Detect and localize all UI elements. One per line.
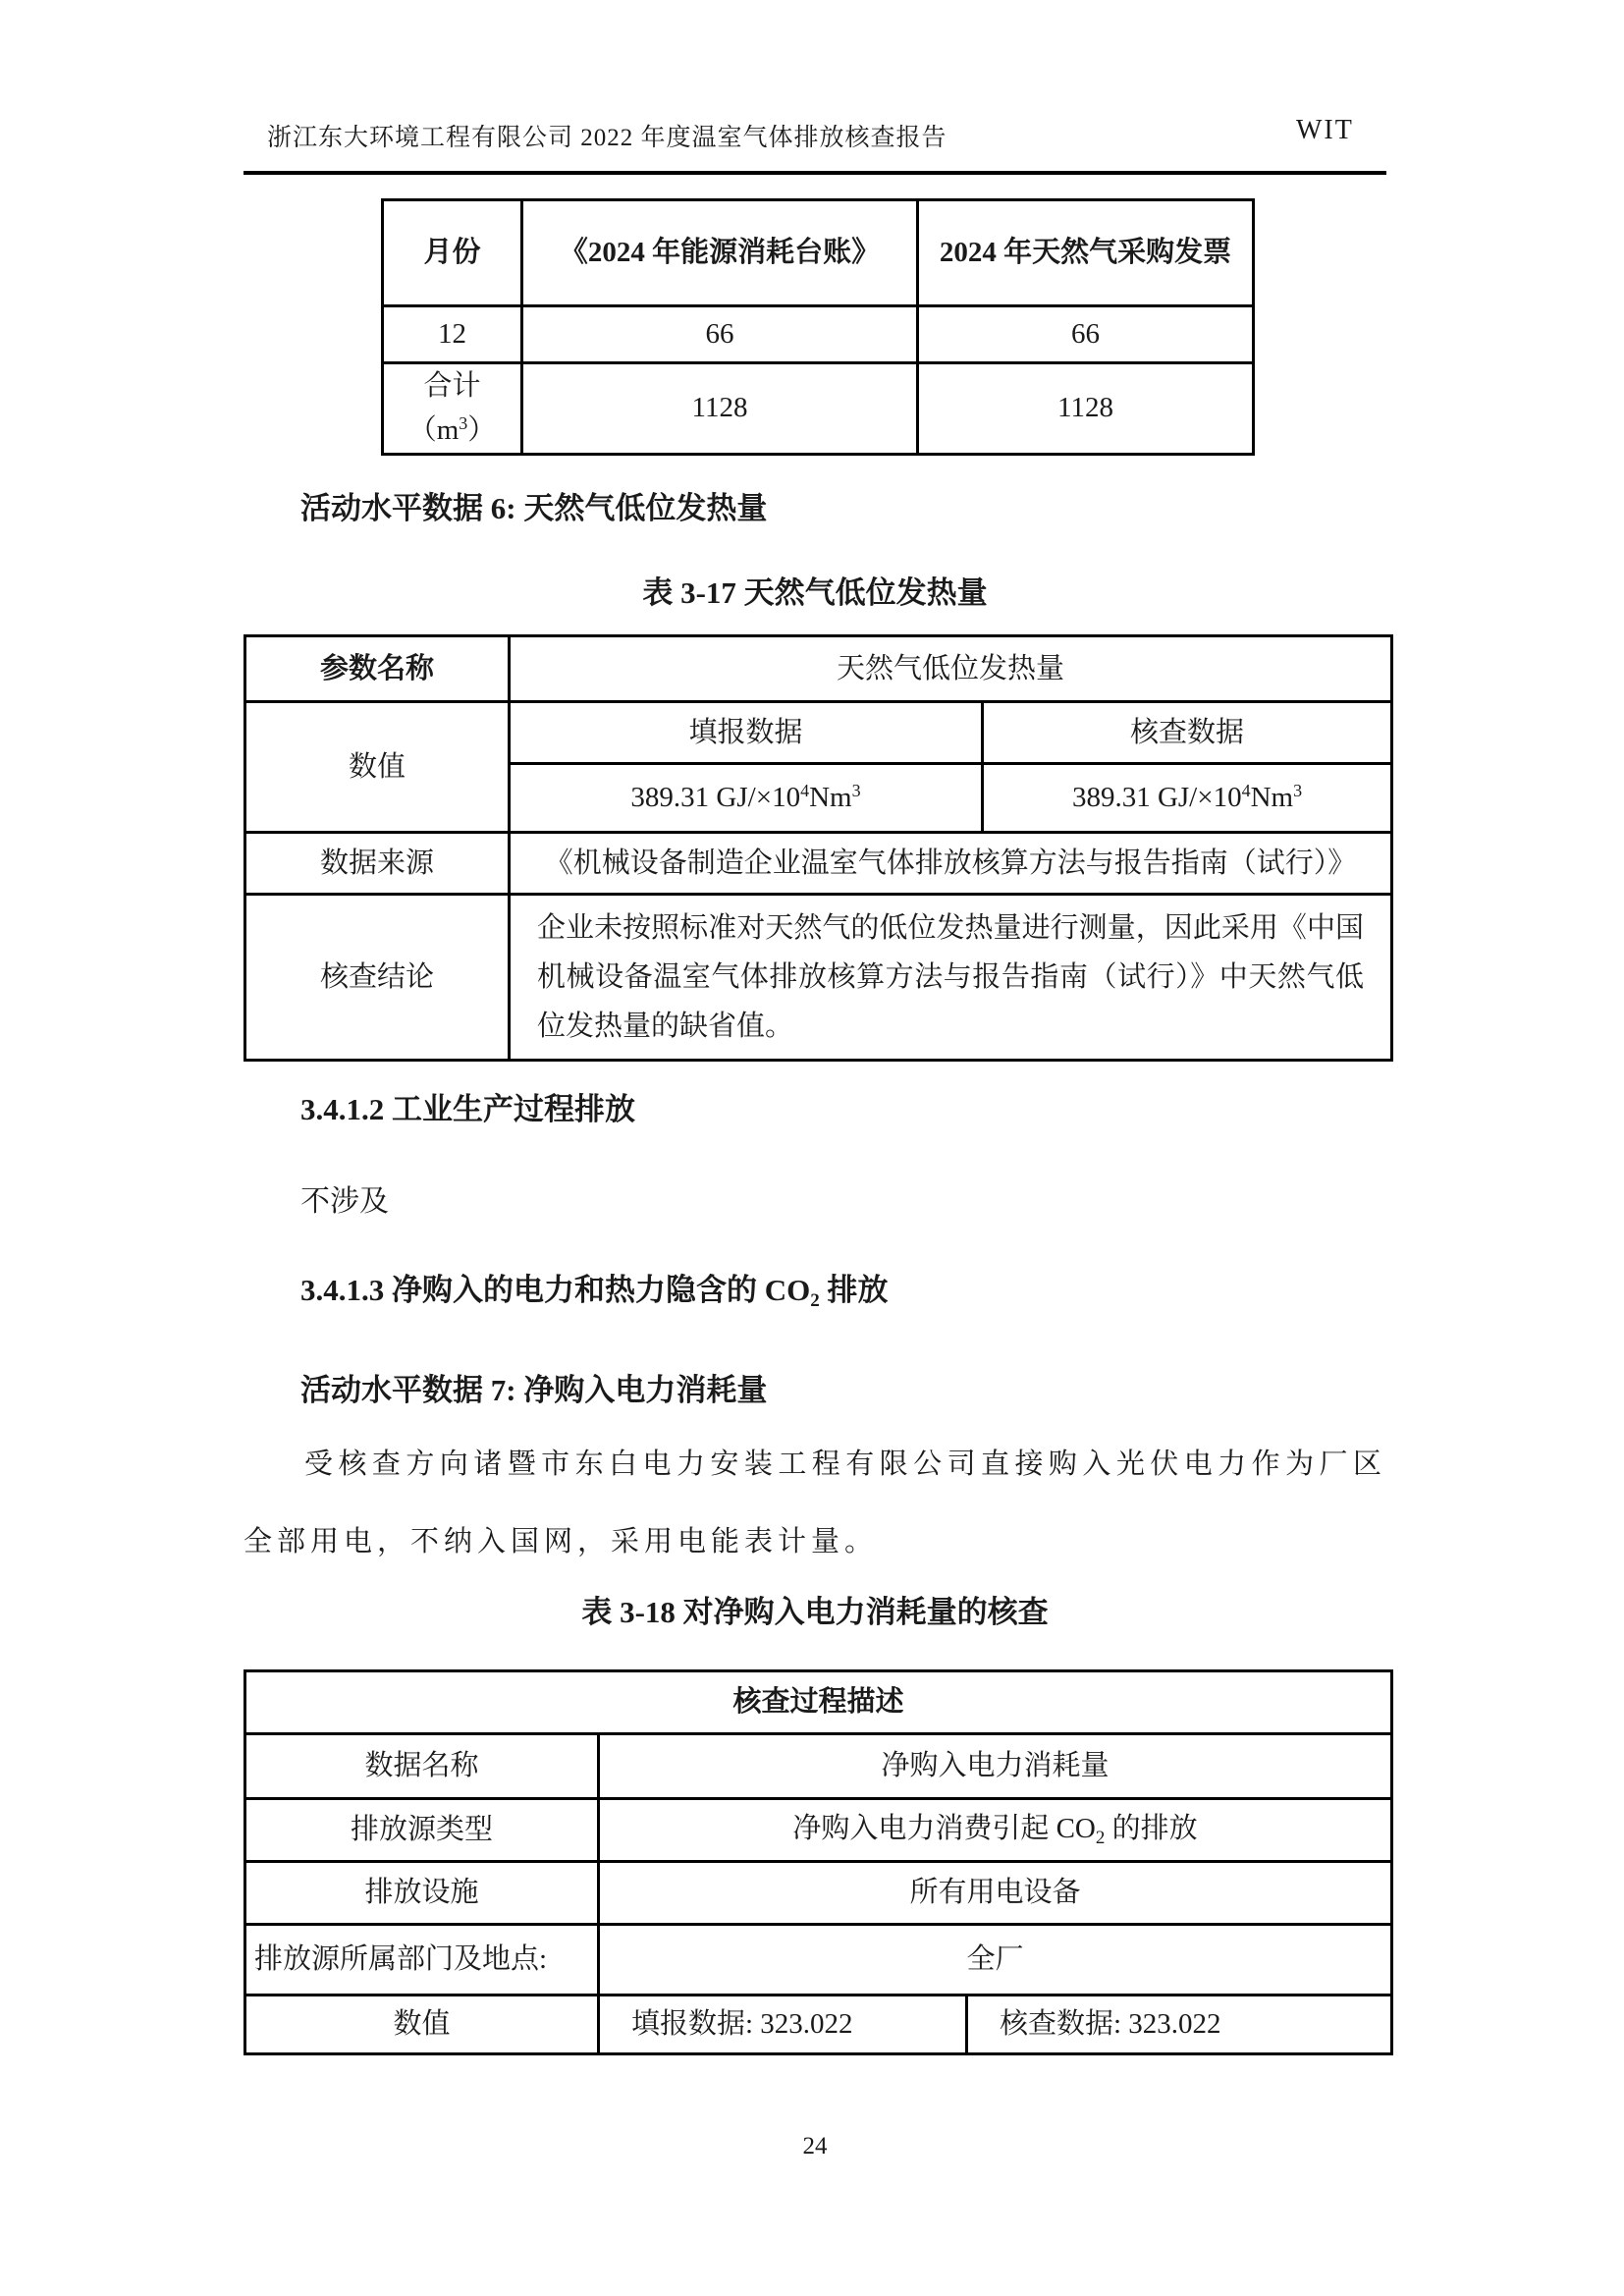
table-3-18: [244, 1669, 1393, 2055]
gas-invoice-cell: 66: [918, 306, 1254, 363]
t18-name-value: 净购入电力消耗量: [599, 1734, 1392, 1799]
t18-process-row: [245, 1671, 1392, 1734]
t17-conclusion-value: 企业未按照标准对天然气的低位发热量进行测量，因此采用《中国机械设备温室气体排放核算方法与报告指南（试行）》中天然气低位发热量的缺省值。: [510, 895, 1392, 1061]
section-3413-sub: 2: [810, 1290, 820, 1311]
t18-name-row: [245, 1734, 1392, 1799]
t18-type-sub: 2: [1095, 1828, 1106, 1849]
page-header-title: 浙江东大环境工程有限公司 2022 年度温室气体排放核查报告: [267, 125, 947, 151]
t17-source-label: 数据来源: [245, 833, 510, 895]
not-involved-text: 不涉及: [300, 1185, 389, 1218]
t17-param-row: [245, 636, 1392, 702]
gas-col-ledger: 《2024 年能源消耗台账》: [522, 200, 918, 306]
gas-col-invoice: 2024 年天然气采购发票: [918, 200, 1254, 306]
t18-facility-row: [245, 1862, 1392, 1925]
gas-total-unit-close: ）: [467, 413, 497, 446]
t17-param-value: 天然气低位发热量: [510, 636, 1392, 702]
t18-value-row: [245, 1995, 1392, 2054]
t18-reported-value: 填报数据: 323.022: [599, 1995, 967, 2054]
header-logo-text: WIT: [1296, 115, 1354, 145]
t17-param-label: 参数名称: [245, 636, 510, 702]
activity6-heading: 活动水平数据 6: 天然气低位发热量: [300, 491, 768, 525]
t18-verified-value: 核查数据: 323.022: [967, 1995, 1392, 2054]
t17-source-value: 《机械设备制造企业温室气体排放核算方法与报告指南（试行）》: [510, 833, 1392, 895]
t17-reported-label: 填报数据: [510, 702, 983, 764]
t17-verified-sup4: 4: [1241, 781, 1251, 801]
t17-verified-base: 389.31 GJ/×10: [1071, 782, 1242, 814]
header-rule: [244, 171, 1386, 175]
gas-ledger-cell: 66: [522, 306, 918, 363]
t17-verified-value: [983, 764, 1392, 833]
page-number: 24: [802, 2133, 828, 2159]
t18-name-label: 数据名称: [245, 1734, 599, 1799]
t17-verified-label: 核查数据: [983, 702, 1392, 764]
section-3413-heading: [300, 1265, 889, 1312]
table17-title: 表 3-17 天然气低位发热量: [642, 575, 988, 610]
t17-conclusion-label: 核查结论: [245, 895, 510, 1061]
gas-total-label-cell: [383, 363, 522, 455]
t18-type-row: [245, 1799, 1392, 1862]
gas-col-month: 月份: [383, 200, 522, 306]
section-3412-heading: 3.4.1.2 工业生产过程排放: [300, 1092, 635, 1126]
activity7-heading: 活动水平数据 7: 净购入电力消耗量: [300, 1373, 768, 1407]
t18-type-value: [599, 1799, 1392, 1862]
t17-source-row: [245, 833, 1392, 895]
t17-reported-sup3: 3: [851, 781, 861, 801]
gas-consumption-table: [381, 198, 1255, 456]
gas-month-cell: 12: [383, 306, 522, 363]
t17-verified-nm: Nm: [1250, 782, 1294, 814]
gas-table-total-row: [383, 363, 1254, 455]
gas-total-label: 合计: [423, 370, 481, 402]
t17-reported-value: [510, 764, 983, 833]
table-3-17: [244, 634, 1393, 1062]
t17-value-label: 数值: [245, 702, 510, 833]
section-3413-post: 排放: [819, 1273, 889, 1307]
t17-reported-sup4: 4: [800, 781, 810, 801]
t18-dept-label: 排放源所属部门及地点:: [245, 1925, 599, 1995]
t18-type-label: 排放源类型: [245, 1799, 599, 1862]
t18-value-label: 数值: [245, 1995, 599, 2054]
gas-total-unit-open: （m: [407, 413, 460, 446]
t17-reported-nm: Nm: [809, 782, 852, 814]
table18-title: 表 3-18 对净购入电力消耗量的核查: [581, 1595, 1049, 1629]
t18-process-header: 核查过程描述: [245, 1671, 1392, 1734]
t18-type-post: 的排放: [1105, 1813, 1198, 1845]
t18-facility-value: 所有用电设备: [599, 1862, 1392, 1925]
gas-total-ledger-cell: 1128: [522, 363, 918, 455]
t17-subheader-row: [245, 702, 1392, 764]
gas-table-row-12: [383, 306, 1254, 363]
t18-facility-label: 排放设施: [245, 1862, 599, 1925]
t18-dept-row: [245, 1925, 1392, 1995]
section-3413-pre: 3.4.1.3 净购入的电力和热力隐含的 CO: [300, 1273, 811, 1307]
t17-reported-base: 389.31 GJ/×10: [630, 782, 801, 814]
t18-type-pre: 净购入电力消费引起 CO: [792, 1813, 1096, 1845]
intro-paragraph: 受核查方向诸暨市东白电力安装工程有限公司直接购入光伏电力作为厂区全部用电，不纳入国网，采用电能表计量。: [244, 1449, 1386, 1558]
t17-conclusion-row: [245, 895, 1392, 1061]
gas-table-header-row: [383, 200, 1254, 306]
t18-dept-value: 全厂: [599, 1925, 1392, 1995]
gas-total-unit-sup: 3: [459, 412, 468, 433]
t17-verified-sup3: 3: [1293, 781, 1303, 801]
gas-total-invoice-cell: 1128: [918, 363, 1254, 455]
